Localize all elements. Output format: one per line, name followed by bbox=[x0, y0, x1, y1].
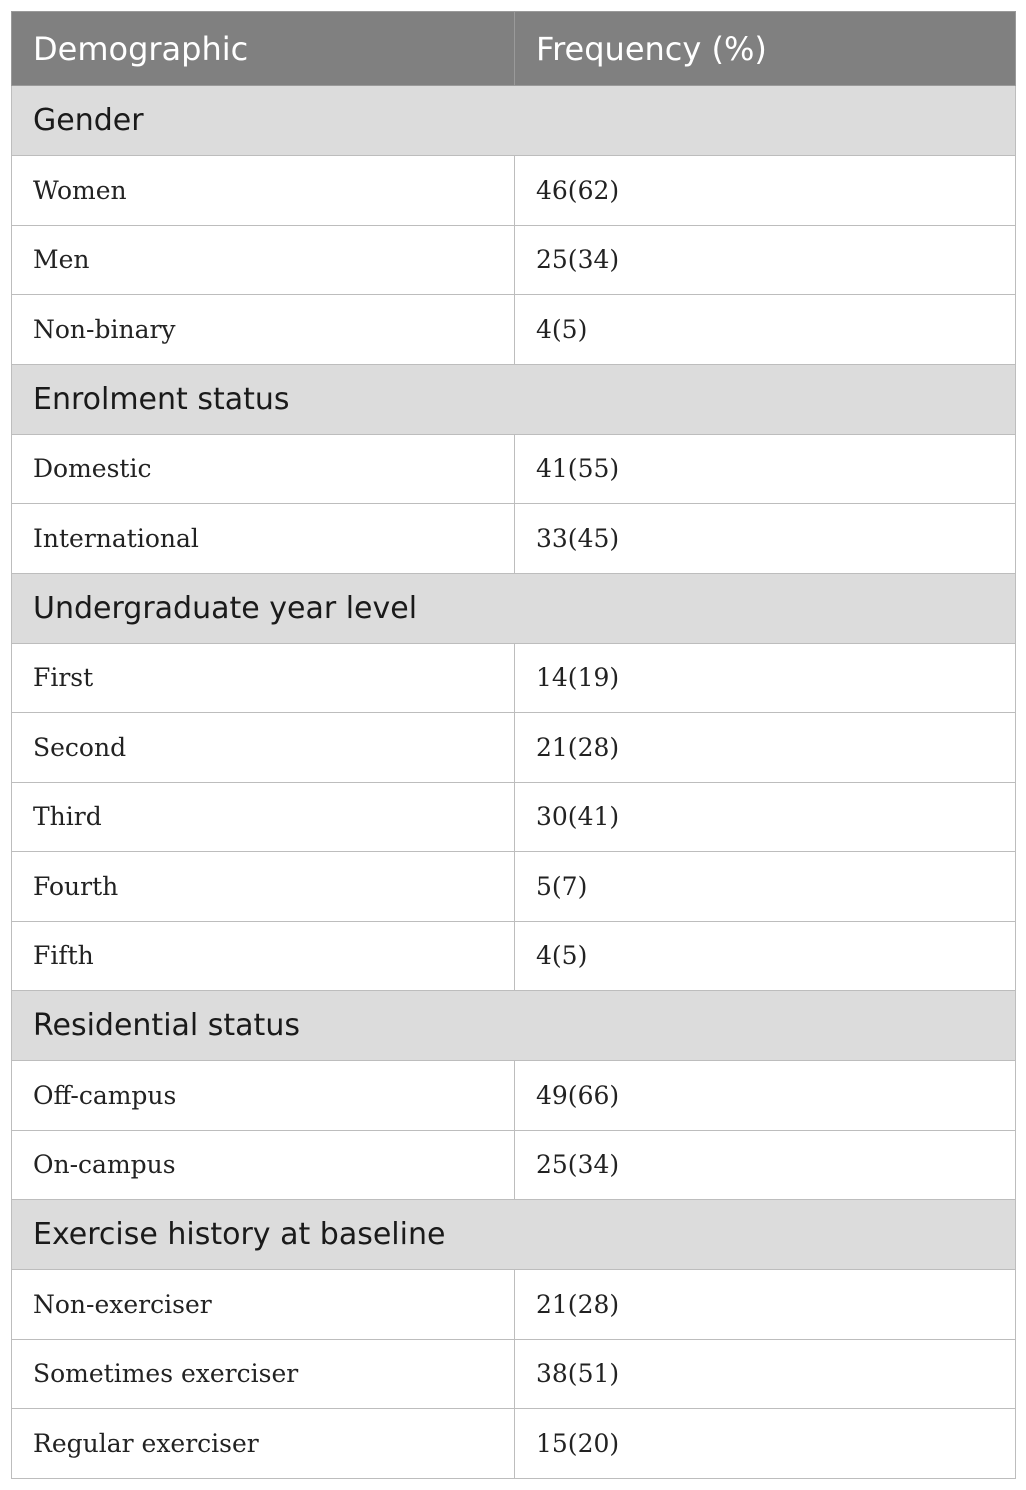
row-value: 49(66) bbox=[515, 1061, 1016, 1131]
row-value: 38(51) bbox=[515, 1339, 1016, 1409]
table-row bbox=[12, 713, 1016, 783]
table-row bbox=[12, 1130, 1016, 1200]
table-row bbox=[12, 1339, 1016, 1409]
row-label: International bbox=[12, 504, 515, 574]
table-row bbox=[12, 434, 1016, 504]
section-row-residential-status bbox=[12, 991, 1016, 1061]
row-value: 21(28) bbox=[515, 1270, 1016, 1340]
table-row bbox=[12, 1270, 1016, 1340]
row-label: Off-campus bbox=[12, 1061, 515, 1131]
section-title: Gender bbox=[12, 86, 1016, 156]
row-value: 5(7) bbox=[515, 852, 1016, 922]
row-value: 30(41) bbox=[515, 782, 1016, 852]
table-row bbox=[12, 1409, 1016, 1479]
row-value: 4(5) bbox=[515, 295, 1016, 365]
row-label: Men bbox=[12, 225, 515, 295]
table-row bbox=[12, 921, 1016, 991]
row-label: On-campus bbox=[12, 1130, 515, 1200]
row-value: 25(34) bbox=[515, 1130, 1016, 1200]
row-label: Third bbox=[12, 782, 515, 852]
demographics-table-container bbox=[11, 11, 1015, 1479]
header-row bbox=[12, 12, 1016, 86]
header-frequency: Frequency (%) bbox=[515, 12, 1016, 86]
row-label: Sometimes exerciser bbox=[12, 1339, 515, 1409]
table-body bbox=[12, 86, 1016, 1479]
row-value: 25(34) bbox=[515, 225, 1016, 295]
row-label: Regular exerciser bbox=[12, 1409, 515, 1479]
table-row bbox=[12, 156, 1016, 226]
row-value: 46(62) bbox=[515, 156, 1016, 226]
table-row bbox=[12, 225, 1016, 295]
table-row bbox=[12, 295, 1016, 365]
table-row bbox=[12, 1061, 1016, 1131]
row-value: 33(45) bbox=[515, 504, 1016, 574]
section-row-gender bbox=[12, 86, 1016, 156]
table-row bbox=[12, 852, 1016, 922]
row-label: Non-binary bbox=[12, 295, 515, 365]
row-label: Non-exerciser bbox=[12, 1270, 515, 1340]
row-value: 14(19) bbox=[515, 643, 1016, 713]
row-value: 41(55) bbox=[515, 434, 1016, 504]
row-label: First bbox=[12, 643, 515, 713]
section-row-enrolment-status bbox=[12, 364, 1016, 434]
row-label: Second bbox=[12, 713, 515, 783]
row-value: 4(5) bbox=[515, 921, 1016, 991]
demographics-table bbox=[11, 11, 1016, 1479]
section-title: Exercise history at baseline bbox=[12, 1200, 1016, 1270]
section-title: Residential status bbox=[12, 991, 1016, 1061]
row-label: Fifth bbox=[12, 921, 515, 991]
section-row-exercise-history bbox=[12, 1200, 1016, 1270]
row-label: Women bbox=[12, 156, 515, 226]
row-label: Fourth bbox=[12, 852, 515, 922]
table-row bbox=[12, 504, 1016, 574]
table-header bbox=[12, 12, 1016, 86]
section-title: Undergraduate year level bbox=[12, 573, 1016, 643]
table-row bbox=[12, 782, 1016, 852]
row-value: 15(20) bbox=[515, 1409, 1016, 1479]
header-demographic: Demographic bbox=[12, 12, 515, 86]
table-row bbox=[12, 643, 1016, 713]
section-title: Enrolment status bbox=[12, 364, 1016, 434]
row-value: 21(28) bbox=[515, 713, 1016, 783]
row-label: Domestic bbox=[12, 434, 515, 504]
section-row-year-level bbox=[12, 573, 1016, 643]
